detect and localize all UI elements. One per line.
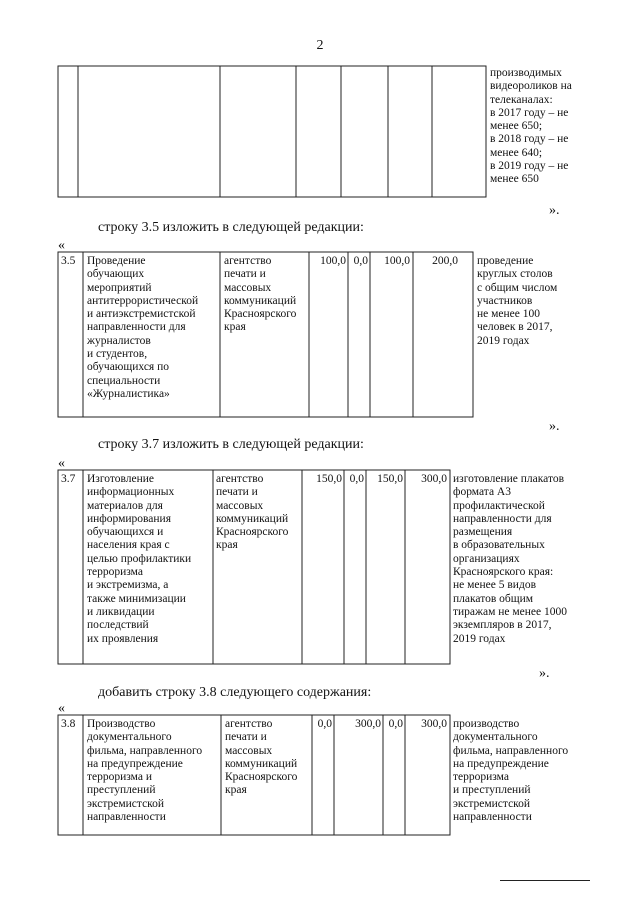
- block3-value-2: 0,0: [349, 473, 364, 485]
- block4-value-1: 0,0: [317, 718, 332, 730]
- footer-rule: [500, 880, 590, 881]
- block4-num: 3.8: [61, 718, 76, 730]
- block4-value-4: 300,0: [421, 718, 447, 730]
- block3-executor: агентство печати и массовых коммуникаций Красноярского края: [216, 473, 289, 552]
- block2-value-2: 0,0: [353, 255, 368, 267]
- block3-num: 3.7: [61, 473, 76, 485]
- block3-value-1: 150,0: [316, 473, 342, 485]
- block4-executor: агентство печати и массовых коммуникаций Красноярского края: [225, 718, 298, 797]
- block3-close-quote: ».: [539, 666, 550, 681]
- block4-value-3: 0,0: [388, 718, 403, 730]
- block2-open-quote: «: [58, 238, 65, 253]
- block3-result: изготовление плакатов формата А3 профилактической направленности для размещения в образовательных организациях Красноярского края: не менее 5 видов плакатов общим тиражам не менее 1000 экземпляров в 2017, 2019 годах: [453, 473, 567, 645]
- block4-name: Производство документального фильма, направленного на предупреждение терроризма и преступлений экстремистской направленности: [87, 718, 203, 824]
- block3-open-quote: «: [58, 456, 65, 471]
- block3-value-4: 300,0: [421, 473, 447, 485]
- block2-result: проведение круглых столов с общим числом участников не менее 100 человек в 2017, 2019 годах: [477, 255, 558, 347]
- block2-close-quote: ».: [549, 419, 560, 434]
- block4-result: производство документального фильма, направленного на предупреждение терроризма и преступлений экстремистской направленности: [453, 718, 569, 824]
- block2-num: 3.5: [61, 255, 76, 267]
- block2-value-4: 200,0: [432, 255, 458, 267]
- block1-result: производимых видеороликов на телеканалах: в 2017 году – не менее 650; в 2018 году – не менее 640; в 2019 году – не менее 650: [490, 67, 572, 186]
- block2-executor: агентство печати и массовых коммуникаций Красноярского края: [224, 255, 297, 334]
- block4-open-quote: «: [58, 701, 65, 716]
- block3-name: Изготовление информационных материалов для информирования обучающихся и населения края с целью профилактики терроризма и экстремизма, а также минимизации и ликвидации последствий их проявления: [87, 473, 192, 645]
- block2-heading: строку 3.7 изложить в следующей редакции:: [98, 437, 364, 452]
- block3-heading: добавить строку 3.8 следующего содержания:: [98, 685, 372, 700]
- block4-value-2: 300,0: [355, 718, 381, 730]
- page-number: 2: [316, 38, 324, 53]
- block2-value-1: 100,0: [320, 255, 346, 267]
- block2-value-3: 100,0: [384, 255, 410, 267]
- block1-heading: строку 3.5 изложить в следующей редакции:: [98, 220, 364, 235]
- block3-value-3: 150,0: [377, 473, 403, 485]
- block2-name: Проведение обучающих мероприятий антитеррористической и антиэкстремистской направленности для журналистов и студентов, обучающихся по специальности «Журналистика»: [87, 255, 199, 400]
- block1-close-quote: ».: [549, 203, 560, 218]
